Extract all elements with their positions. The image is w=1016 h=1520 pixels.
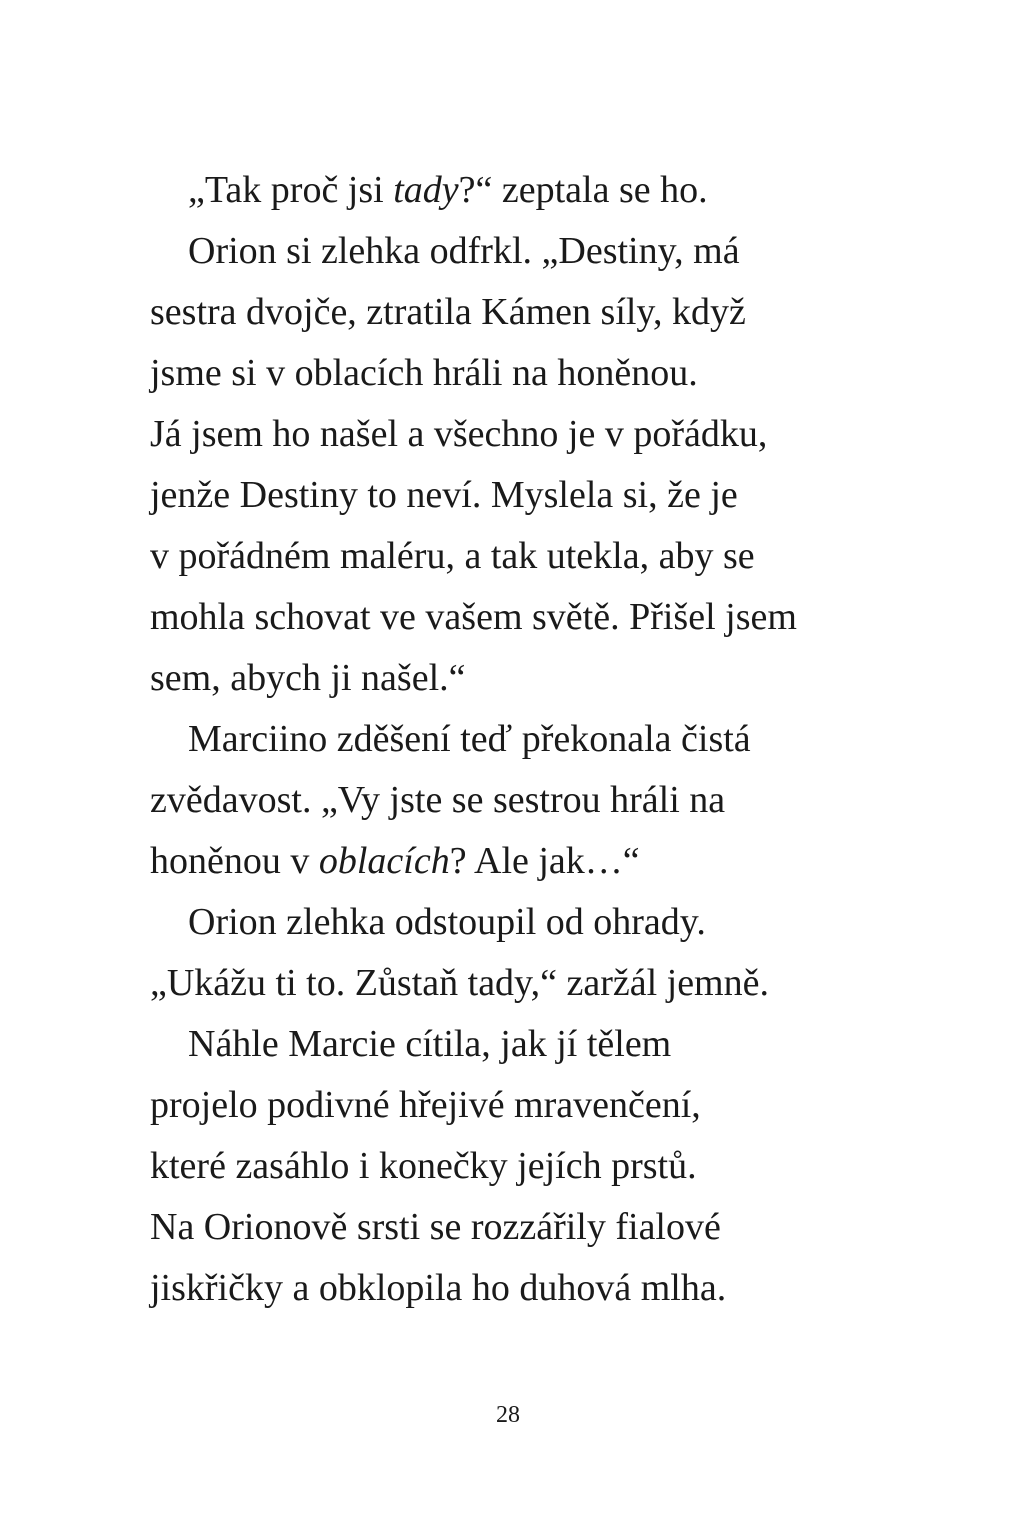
text-run: které zasáhlo i konečky jejích prstů.: [150, 1145, 697, 1187]
text-line: [150, 526, 870, 587]
text-run: jsme si v oblacích hráli na honěnou.: [150, 352, 698, 394]
text-line: [150, 892, 870, 953]
text-line: [150, 1258, 870, 1319]
italic-text: oblacích: [318, 840, 450, 882]
text-run: „Ukážu ti to. Zůstaň tady,“ zaržál jemně.: [150, 962, 769, 1004]
italic-text: tady: [393, 169, 459, 211]
text-run: mohla schovat ve vašem světě. Přišel jsem: [150, 596, 797, 638]
text-run: sem, abych ji našel.“: [150, 657, 466, 699]
text-run: ?“ zeptala se ho.: [458, 169, 708, 211]
text-run: Náhle Marcie cítila, jak jí tělem: [188, 1023, 672, 1065]
text-run: v pořádném maléru, a tak utekla, aby se: [150, 535, 755, 577]
text-line: [150, 221, 870, 282]
text-run: Na Orionově srsti se rozzářily fialové: [150, 1206, 721, 1248]
text-run: jenže Destiny to neví. Myslela si, že je: [150, 474, 738, 516]
text-line: [150, 1136, 870, 1197]
text-line: [150, 404, 870, 465]
text-line: [150, 831, 870, 892]
text-run: Orion zlehka odstoupil od ohrady.: [188, 901, 706, 943]
text-line: [150, 770, 870, 831]
text-line: [150, 282, 870, 343]
text-line: [150, 709, 870, 770]
text-line: [150, 1197, 870, 1258]
text-line: [150, 160, 870, 221]
text-line: [150, 1075, 870, 1136]
text-run: projelo podivné hřejivé mravenčení,: [150, 1084, 701, 1126]
text-line: [150, 953, 870, 1014]
page-number: 28: [496, 1402, 520, 1428]
text-run: ? Ale jak…“: [449, 840, 640, 882]
text-line: [150, 1014, 870, 1075]
text-line: [150, 648, 870, 709]
text-run: Marciino zděšení teď překonala čistá: [188, 718, 751, 760]
text-run: Orion si zlehka odfrkl. „Destiny, má: [188, 230, 740, 272]
text-run: honěnou v: [150, 840, 319, 882]
text-run: „Tak proč jsi: [188, 169, 394, 211]
text-line: [150, 587, 870, 648]
text-run: Já jsem ho našel a všechno je v pořádku,: [150, 413, 768, 455]
text-line: [150, 465, 870, 526]
text-run: zvědavost. „Vy jste se sestrou hráli na: [150, 779, 726, 821]
text-run: jiskřičky a obklopila ho duhová mlha.: [150, 1267, 727, 1309]
text-line: [150, 343, 870, 404]
body-text: [150, 160, 870, 1319]
text-run: sestra dvojče, ztratila Kámen síly, když: [150, 291, 746, 333]
